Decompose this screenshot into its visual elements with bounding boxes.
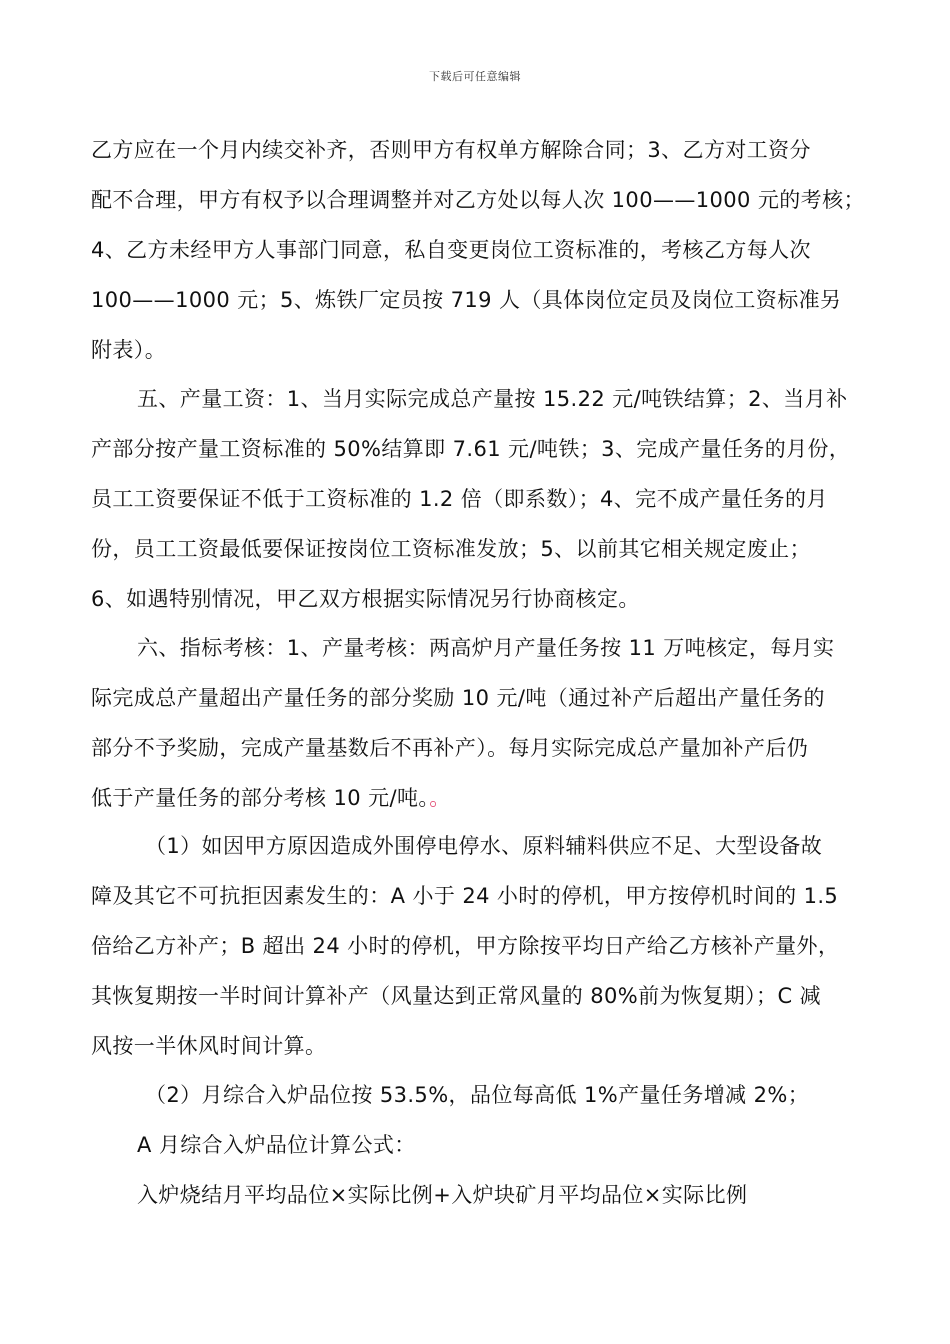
text-line: 100——1000 元；5、炼铁厂定员按 719 人（具体岗位定员及岗位工资标准另 bbox=[91, 288, 842, 312]
text-line: 障及其它不可抗拒因素发生的：A 小于 24 小时的停机，甲方按停机时间的 1.5 bbox=[91, 884, 839, 908]
text-line: 份，员工工资最低要保证按岗位工资标准发放；5、以前其它相关规定废止； bbox=[91, 537, 811, 561]
text-line: 配不合理，甲方有权予以合理调整并对乙方处以每人次 100——1000 元的考核； bbox=[91, 188, 865, 212]
text-line: 6、如遇特别情况，甲乙双方根据实际情况另行协商核定。 bbox=[91, 587, 640, 611]
text-line: 附表）。 bbox=[91, 338, 167, 362]
page-header: 下载后可任意编辑 bbox=[429, 70, 521, 83]
text-line: 部分不予奖励，完成产量基数后不再补产）。每月实际完成总产量加补产后仍 bbox=[91, 736, 809, 760]
text-line: 乙方应在一个月内续交补齐，否则甲方有权单方解除合同；3、乙方对工资分 bbox=[91, 138, 811, 162]
text-line: 倍给乙方补产；B 超出 24 小时的停机，甲方除按平均日产给乙方核补产量外， bbox=[91, 934, 840, 958]
text-line: 低于产量任务的部分考核 10 元/吨。 bbox=[91, 786, 430, 810]
text-line: 员工工资要保证不低于工资标准的 1.2 倍（即系数）；4、完不成产量任务的月 bbox=[91, 487, 828, 511]
item-2-line: （2）月综合入炉品位按 53.5%，品位每高低 1%产量任务增减 2%； bbox=[145, 1083, 810, 1107]
text-line: 产部分按产量工资标准的 50%结算即 7.61 元/吨铁；3、完成产量任务的月份， bbox=[91, 437, 851, 461]
text-line: 4、乙方未经甲方人事部门同意，私自变更岗位工资标准的，考核乙方每人次 bbox=[91, 238, 811, 262]
formula-line: 入炉烧结月平均品位×实际比例+入炉块矿月平均品位×实际比例 bbox=[137, 1183, 748, 1207]
text-line-with-mark bbox=[91, 783, 451, 813]
text-line: 际完成总产量超出产量任务的部分奖励 10 元/吨（通过补产后超出产量任务的 bbox=[91, 686, 825, 710]
section-five-heading-line: 五、产量工资：1、当月实际完成总产量按 15.22 元/吨铁结算；2、当月补 bbox=[137, 387, 848, 411]
section-six-heading-line: 六、指标考核：1、产量考核：两高炉月产量任务按 11 万吨核定，每月实 bbox=[137, 636, 835, 660]
item-1-line: （1）如因甲方原因造成外围停电停水、原料辅料供应不足、大型设备故 bbox=[145, 834, 823, 858]
text-line: 风按一半休风时间计算。 bbox=[91, 1034, 327, 1058]
formula-heading-line: A 月综合入炉品位计算公式： bbox=[137, 1133, 416, 1157]
text-line: 其恢复期按一半时间计算补产（风量达到正常风量的 80%前为恢复期）；C 减 bbox=[91, 984, 821, 1008]
editor-mark: 。 bbox=[429, 786, 451, 810]
